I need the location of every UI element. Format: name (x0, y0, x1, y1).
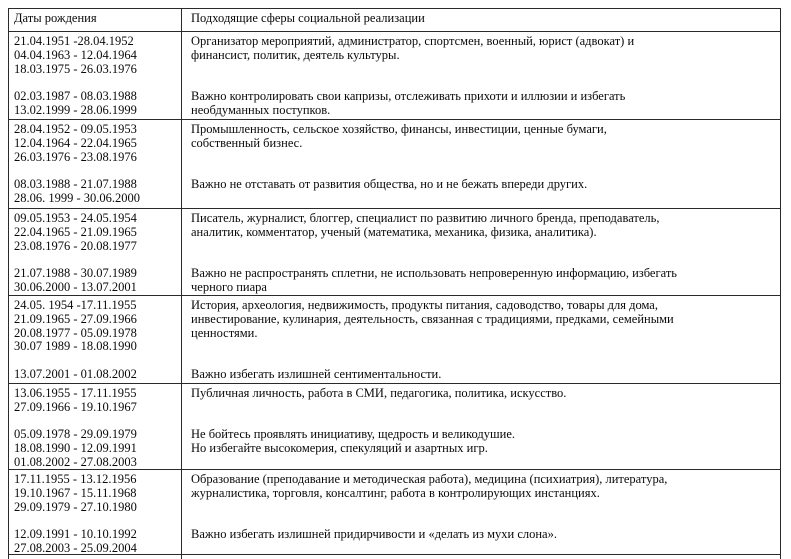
date-range-line: 12.09.1991 - 10.10.1992 (14, 527, 137, 542)
sphere-text-line (191, 151, 774, 165)
dates-cell (9, 555, 182, 559)
sphere-text-line (191, 401, 774, 415)
date-range-line: 12.04.1964 - 22.04.1965 (14, 135, 137, 150)
table-row (9, 469, 780, 554)
date-range-line: 24.05. 1954 -17.11.1955 (14, 298, 137, 312)
table-row (9, 295, 780, 383)
sphere-text-line: Организатор мероприятий, администратор, спортсмен, военный, юрист (адвокат) и (191, 34, 635, 48)
date-range-line: 13.07.2001 - 01.08.2002 (14, 366, 137, 381)
date-range-line (14, 415, 177, 429)
date-range-line (14, 354, 177, 368)
table-row-partial (9, 554, 780, 559)
date-range-line: 29.09.1979 - 27.10.1980 (14, 499, 137, 514)
sphere-text-line (191, 542, 774, 554)
sphere-text-line: Не бойтесь проявлять инициативу, щедрость и великодушие. (191, 427, 516, 442)
dates-header-label: Даты рождения (14, 11, 97, 25)
spheres-header-label: Подходящие сферы социальной реализации (191, 11, 425, 25)
date-range-line: 13.02.1999 - 28.06.1999 (14, 102, 137, 117)
date-range-line: 09.05.1953 - 24.05.1954 (14, 211, 137, 225)
table-body (9, 31, 780, 554)
date-range-line (14, 164, 177, 178)
date-range-line: 18.08.1990 - 12.09.1991 (14, 441, 137, 456)
sphere-text-line: Образование (преподавание и методическая работа), медицина (психиатрия), литература, (191, 472, 668, 486)
sphere-text-line: журналистика, торговля, консалтинг, работа в контролирующих инстанциях. (191, 485, 600, 500)
sphere-text-line: История, археология, недвижимость, продукты питания, садоводство, товары для дома, (191, 298, 658, 312)
sphere-text-line: Публичная личность, работа в СМИ, педагогика, политика, искусство. (191, 386, 567, 400)
date-range-line: 27.09.1966 - 19.10.1967 (14, 399, 137, 414)
spheres-header-cell (182, 9, 780, 31)
date-range-line (14, 253, 177, 267)
sphere-text-line (191, 192, 774, 206)
date-range-line: 18.03.1975 - 26.03.1976 (14, 61, 137, 76)
sphere-text-line: инвестирование, кулинария, деятельность, связанная с традициями, предками, семейными (191, 311, 674, 326)
sphere-text-line (191, 253, 774, 267)
date-range-line: 23.08.1976 - 20.08.1977 (14, 238, 137, 253)
dates-cell (9, 296, 182, 383)
dates-cell (9, 209, 182, 295)
date-range-line: 30.06.2000 - 13.07.2001 (14, 279, 137, 294)
table-header-row (9, 9, 780, 31)
date-range-line: 21.09.1965 - 27.09.1966 (14, 311, 137, 326)
dates-cell (9, 384, 182, 469)
date-range-line: 19.10.1967 - 15.11.1968 (14, 485, 137, 500)
date-range-line: 17.11.1955 - 13.12.1956 (14, 472, 137, 486)
date-range-line: 05.09.1978 - 29.09.1979 (14, 427, 137, 442)
date-range-line (14, 514, 177, 528)
sphere-text-line (191, 63, 774, 77)
sphere-text-line: ценностями. (191, 325, 258, 340)
sphere-text-line (191, 164, 774, 178)
sphere-text-line: Важно избегать излишней сентиментальности. (191, 366, 442, 381)
sphere-text-line: Важно не отставать от развития общества, но и не бежать впереди других. (191, 177, 588, 192)
birth-dates-table (8, 8, 781, 559)
table-row (9, 119, 780, 208)
table-row (9, 208, 780, 295)
sphere-text-line: собственный бизнес. (191, 135, 303, 150)
date-range-line: 01.08.2002 - 27.08.2003 (14, 454, 137, 469)
date-range-line: 22.04.1965 - 21.09.1965 (14, 224, 137, 239)
dates-cell (9, 32, 182, 119)
sphere-text-line: Писатель, журналист, блоггер, специалист по развитию личного бренда, преподаватель, (191, 211, 660, 225)
spheres-cell (182, 555, 780, 559)
sphere-text-line (191, 514, 774, 528)
date-range-line: 27.08.2003 - 25.09.2004 (14, 540, 137, 554)
date-range-line: 08.03.1988 - 21.07.1988 (14, 177, 137, 192)
date-range-line: 28.04.1952 - 09.05.1953 (14, 122, 137, 136)
date-range-line: 30.07 1989 - 18.08.1990 (14, 339, 137, 354)
spheres-cell (182, 120, 780, 208)
date-range-line: 21.07.1988 - 30.07.1989 (14, 266, 137, 281)
sphere-text-line (191, 76, 774, 90)
sphere-text-line (191, 415, 774, 429)
sphere-text-line: Важно контролировать свои капризы, отслеживать прихоти и иллюзии и избегать (191, 89, 626, 104)
table-row (9, 31, 780, 119)
date-range-line: 26.03.1976 - 23.08.1976 (14, 149, 137, 164)
sphere-text-line (191, 240, 774, 254)
sphere-text-line (191, 340, 774, 354)
date-range-line: 02.03.1987 - 08.03.1988 (14, 89, 137, 104)
date-range-line: 04.04.1963 - 12.04.1964 (14, 47, 137, 62)
dates-header-cell (9, 9, 182, 31)
spheres-cell (182, 384, 780, 469)
date-range-line (14, 76, 177, 90)
sphere-text-line: финансист, политик, деятель культуры. (191, 47, 400, 62)
sphere-text-line: Промышленность, сельское хозяйство, финансы, инвестиции, ценные бумаги, (191, 122, 607, 136)
date-range-line: 20.08.1977 - 05.09.1978 (14, 325, 137, 340)
sphere-text-line (191, 501, 774, 515)
date-range-line: 28.06. 1999 - 30.06.2000 (14, 190, 141, 205)
sphere-text-line: Важно избегать излишней придирчивости и «делать из мухи слона». (191, 527, 557, 542)
date-range-line: 13.06.1955 - 17.11.1955 (14, 386, 137, 400)
sphere-text-line: черного пиара (191, 279, 267, 294)
spheres-cell (182, 32, 780, 119)
table-row (9, 383, 780, 469)
sphere-text-line: Но избегайте высокомерия, спекуляций и азартных игр. (191, 441, 488, 456)
dates-cell (9, 120, 182, 208)
dates-cell (9, 470, 182, 554)
sphere-text-line: Важно не распространять сплетни, не использовать непроверенную информацию, избегать (191, 266, 677, 281)
spheres-cell (182, 470, 780, 554)
sphere-text-line: необдуманных поступков. (191, 102, 331, 117)
date-range-line: 21.04.1951 -28.04.1952 (14, 34, 134, 48)
spheres-cell (182, 209, 780, 295)
spheres-cell (182, 296, 780, 383)
sphere-text-line: аналитик, комментатор, ученый (математика, механика, физика, аналитика). (191, 224, 597, 239)
sphere-text-line (191, 354, 774, 368)
sphere-text-line (191, 456, 774, 469)
